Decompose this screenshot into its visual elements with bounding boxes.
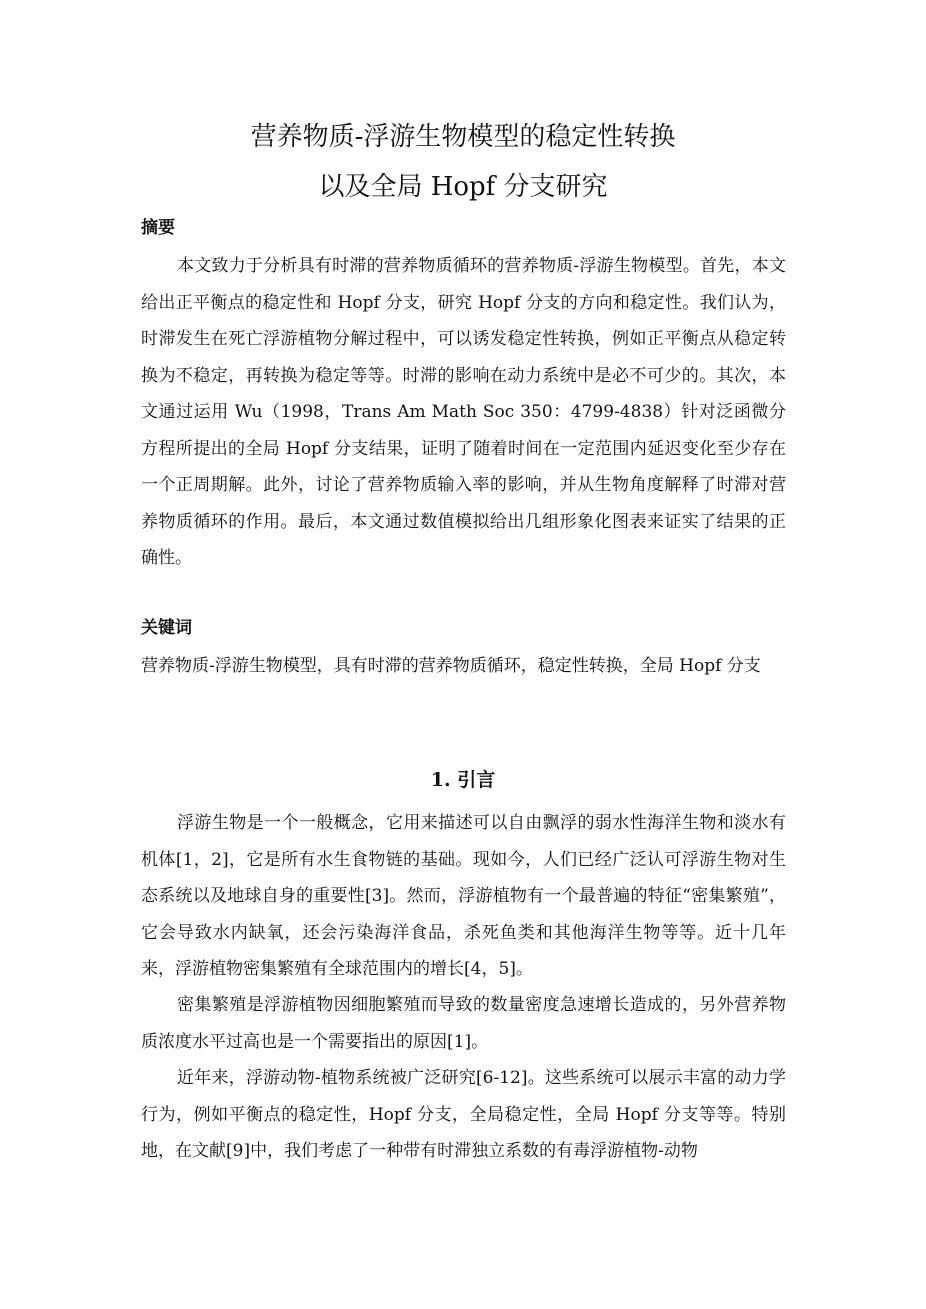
intro-paragraph-1: 浮游生物是一个一般概念，它用来描述可以自由飘浮的弱水性海洋生物和淡水有机体[1，2]，它是所有水生食物链的基础。现如今，人们已经广泛认可浮游生物对生态系统以及地球自身的重要性[3]。然而，浮游植物有一个最普遍的特征“密集繁殖”，它会导致水内缺氧，还会污染海洋食品，杀死鱼类和其他海洋生物等等。近十几年来，浮游植物密集繁殖有全球范围内的增长[4，5]。 [141, 813, 786, 979]
paper-title-line-1: 营养物质-浮游生物模型的稳定性转换 [250, 122, 676, 152]
abstract-text: 本文致力于分析具有时滞的营养物质循环的营养物质-浮游生物模型。首先，本文给出正平衡点的稳定性和 Hopf 分支，研究 Hopf 分支的方向和稳定性。我们认为，时滞发生在死亡浮游植物分解过程中，可以诱发稳定性转换，例如正平衡点从稳定转换为不稳定，再转换为稳定等等。时滞的影响在动力系统中是必不可少的。其次，本文通过运用 Wu（1998，Trans Am Math Soc 350：4799-4838）针对泛函微分方程所提出的全局 Hopf 分支结果，证明了随着时间在一定范围内延迟变化至少存在一个正周期解。此外，讨论了营养物质输入率的影响，并从生物角度解释了时滞对营养物质循环的作用。最后，本文通过数值模拟给出几组形象化图表来证实了结果的正确性。 [141, 256, 786, 568]
intro-paragraph-2: 密集繁殖是浮游植物因细胞繁殖而导致的数量密度急速增长造成的，另外营养物质浓度水平过高也是一个需要指出的原因[1]。 [141, 995, 786, 1052]
intro-paragraph-3: 近年来，浮游动物-植物系统被广泛研究[6-12]。这些系统可以展示丰富的动力学行为，例如平衡点的稳定性，Hopf 分支，全局稳定性，全局 Hopf 分支等等。特别地，在文献[9]中，我们考虑了一种带有时滞独立系数的有毒浮游植物-动物 [141, 1068, 786, 1161]
keywords-text: 营养物质-浮游生物模型，具有时滞的营养物质循环，稳定性转换，全局 Hopf 分支 [141, 656, 761, 676]
paper-title-line-2: 以及全局 Hopf 分支研究 [318, 172, 608, 202]
keywords-label: 关键词 [141, 618, 192, 638]
abstract-label: 摘要 [141, 218, 175, 238]
section-heading-introduction: 1. 引言 [430, 769, 496, 791]
